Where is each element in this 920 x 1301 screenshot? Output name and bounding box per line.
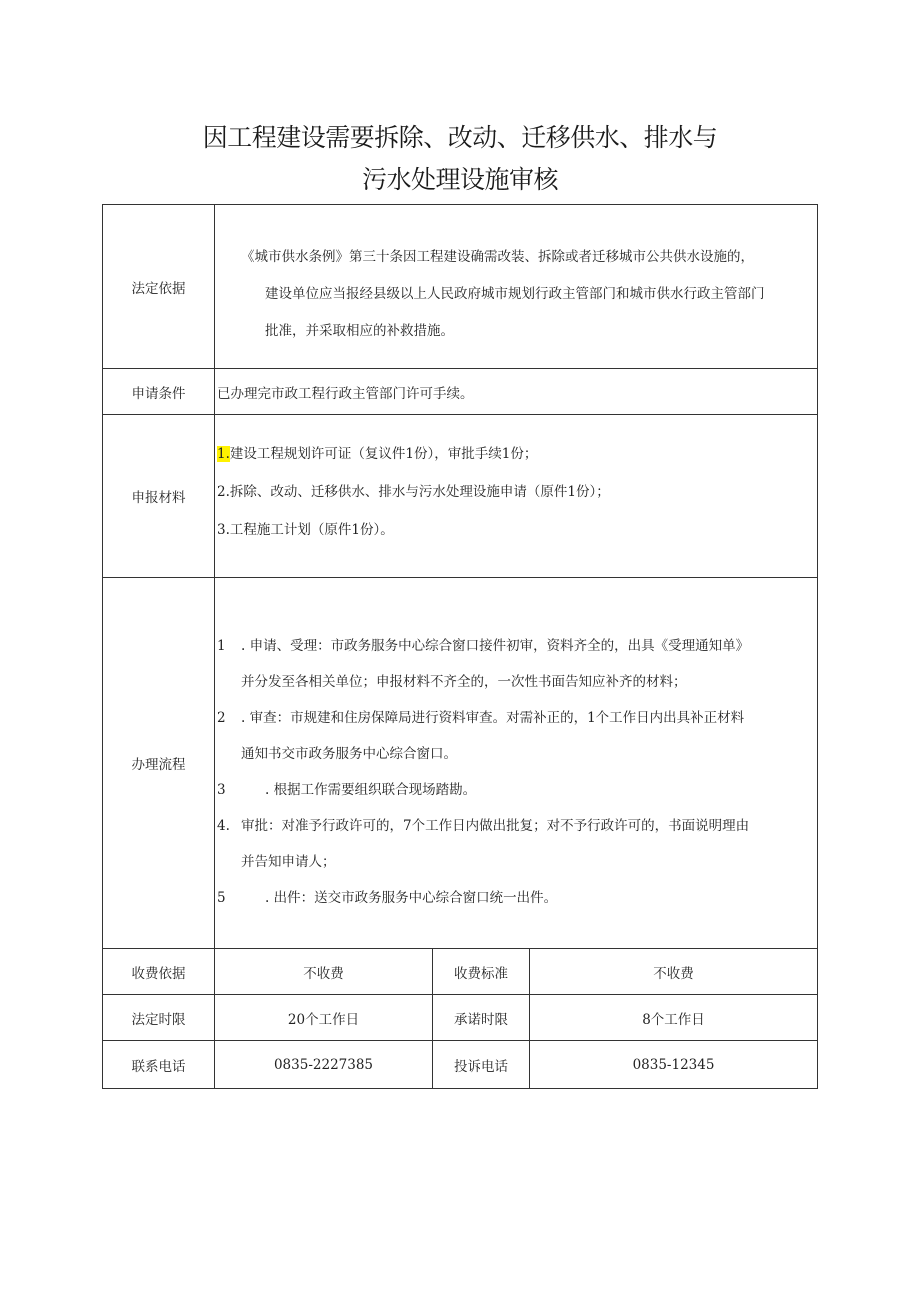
- fee-standard-value: 不收费: [530, 949, 818, 995]
- process-step: 4. 审批：对准予行政许可的，7个工作日内做出批复；对不予行政许可的，书面说明理由: [217, 818, 750, 834]
- contact-phone-value: 0835-2227385: [215, 1041, 433, 1089]
- label-conditions: 申请条件: [103, 369, 215, 415]
- row-legal-basis: [103, 205, 818, 369]
- label-legal-basis: 法定依据: [103, 205, 215, 369]
- label-materials: 申报材料: [103, 415, 215, 578]
- process-step: 1 . 申请、受理：市政务服务中心综合窗口接件初审，资料齐全的，出具《受理通知单》: [217, 638, 750, 654]
- conditions-content: 已办理完市政工程行政主管部门许可手续。: [215, 369, 818, 415]
- label-contact-phone: 联系电话: [103, 1041, 215, 1089]
- promised-time-limit-value: 8个工作日: [530, 995, 818, 1041]
- row-fee: [103, 949, 818, 995]
- process-step: 5 . 出件：送交市政务服务中心综合窗口统一出件。: [217, 890, 558, 906]
- process-step: 3 . 根据工作需要组织联合现场踏勘。: [217, 782, 477, 798]
- material-item: 2.拆除、改动、迁移供水、排水与污水处理设施申请（原件1份）；: [217, 484, 610, 500]
- label-fee-basis: 收费依据: [103, 949, 215, 995]
- process-step-continuation: 并分发至各相关单位；申报材料不齐全的，一次性书面告知应补齐的材料；: [241, 674, 687, 690]
- complaint-phone-value: 0835-12345: [530, 1041, 818, 1089]
- label-promised-time-limit: 承诺时限: [433, 995, 530, 1041]
- approval-info-table: [102, 204, 818, 1089]
- material-number: 3.: [217, 522, 230, 538]
- label-legal-time-limit: 法定时限: [103, 995, 215, 1041]
- legal-basis-line: 批准，并采取相应的补救措施。: [265, 323, 454, 339]
- legal-basis-line: 《城市供水条例》第三十条因工程建设确需改装、拆除或者迁移城市公共供水设施的，: [241, 249, 754, 265]
- process-step: 2 . 审查：市规建和住房保障局进行资料审查。对需补正的，1个工作日内出具补正材料: [217, 710, 745, 726]
- process-content: [215, 578, 818, 949]
- legal-basis-content: [215, 205, 818, 369]
- legal-time-limit-value: 20个工作日: [215, 995, 433, 1041]
- row-materials: [103, 415, 818, 578]
- material-number: 1.: [217, 446, 230, 462]
- materials-content: [215, 415, 818, 578]
- label-fee-standard: 收费标准: [433, 949, 530, 995]
- row-contact: [103, 1041, 818, 1089]
- material-item: 1.建设工程规划许可证（复议件1份），审批手续1份；: [217, 446, 538, 462]
- process-step-continuation: 通知书交市政务服务中心综合窗口。: [241, 746, 457, 762]
- row-time-limit: [103, 995, 818, 1041]
- material-number: 2.: [217, 484, 230, 500]
- label-complaint-phone: 投诉电话: [433, 1041, 530, 1089]
- fee-basis-value: 不收费: [215, 949, 433, 995]
- document-title-line-2: 污水处理设施审核: [361, 165, 558, 194]
- legal-basis-line: 建设单位应当报经县级以上人民政府城市规划行政主管部门和城市供水行政主管部门: [265, 286, 765, 302]
- label-process: 办理流程: [103, 578, 215, 949]
- row-process: [103, 578, 818, 949]
- process-step-continuation: 并告知申请人；: [241, 854, 336, 870]
- row-conditions: [103, 369, 818, 415]
- document-title-line-1: 因工程建设需要拆除、改动、迁移供水、排水与: [202, 123, 718, 152]
- material-item: 3.工程施工计划（原件1份）。: [217, 522, 394, 538]
